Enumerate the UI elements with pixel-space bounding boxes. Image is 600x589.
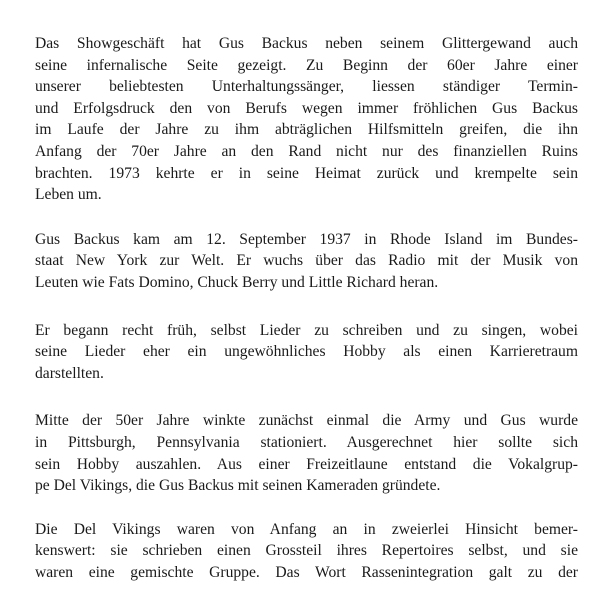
text-line: pe Del Vikings, die Gus Backus mit seinen Kameraden gründete. [35,477,441,495]
paragraph-4 [35,410,578,496]
text-line: im Laufe der Jahre zu ihm abträglichen Hilfsmitteln greifen, die ihn [35,121,578,139]
text-line: waren eine gemischte Gruppe. Das Wort Rassenintegration galt zu der [35,563,578,581]
paragraph-spacer [35,497,578,519]
paragraph-5 [35,519,578,584]
paragraph-spacer [35,294,578,320]
text-line: in Pittsburgh, Pennsylvania stationiert. Ausgerechnet hier sollte sich [35,433,578,451]
text-line: staat New York zur Welt. Er wuchs über das Radio mit der Musik von [35,252,578,270]
text-line: Anfang der 70er Jahre an den Rand nicht nur des finanziellen Ruins [35,142,578,160]
paragraph-spacer [35,384,578,410]
paragraph-2 [35,229,578,294]
text-line: und Erfolgsdruck den von Berufs wegen immer fröhlichen Gus Backus [35,99,578,117]
text-line: Er begann recht früh, selbst Lieder zu schreiben und zu singen, wobei [35,321,578,339]
text-line: darstellten. [35,364,104,382]
text-line: Leuten wie Fats Domino, Chuck Berry und Little Richard heran. [35,273,439,291]
paragraph-1 [35,33,578,206]
text-line: Das Showgeschäft hat Gus Backus neben seinem Glittergewand auch [35,35,578,52]
text-line: kenswert: sie schrieben einen Grossteil ihres Repertoires selbst, und sie [35,542,578,560]
text-line: Mitte der 50er Jahre winkte zunächst einmal die Army und Gus wurde [35,412,578,430]
text-line: unserer beliebtesten Unterhaltungssänger, liessen ständiger Termin- [35,78,578,96]
text-line: Leben um. [35,186,102,204]
text-line: seine infernalische Seite gezeigt. Zu Beginn der 60er Jahre einer [35,56,578,74]
text-line: sein Hobby auszahlen. Aus einer Freizeitlaune entstand die Vokalgrup- [35,455,578,473]
text-line: Die Del Vikings waren von Anfang an in zweierlei Hinsicht bemer- [35,520,578,538]
paragraph-3 [35,320,578,385]
text-line: seine Lieder eher ein ungewöhnliches Hobby als einen Karrieretraum [35,343,578,361]
paragraph-spacer [35,206,578,229]
text-line: brachten. 1973 kehrte er in seine Heimat zurück und krempelte sein [35,164,578,182]
text-line: Gus Backus kam am 12. September 1937 in Rhode Island im Bundes- [35,230,578,248]
